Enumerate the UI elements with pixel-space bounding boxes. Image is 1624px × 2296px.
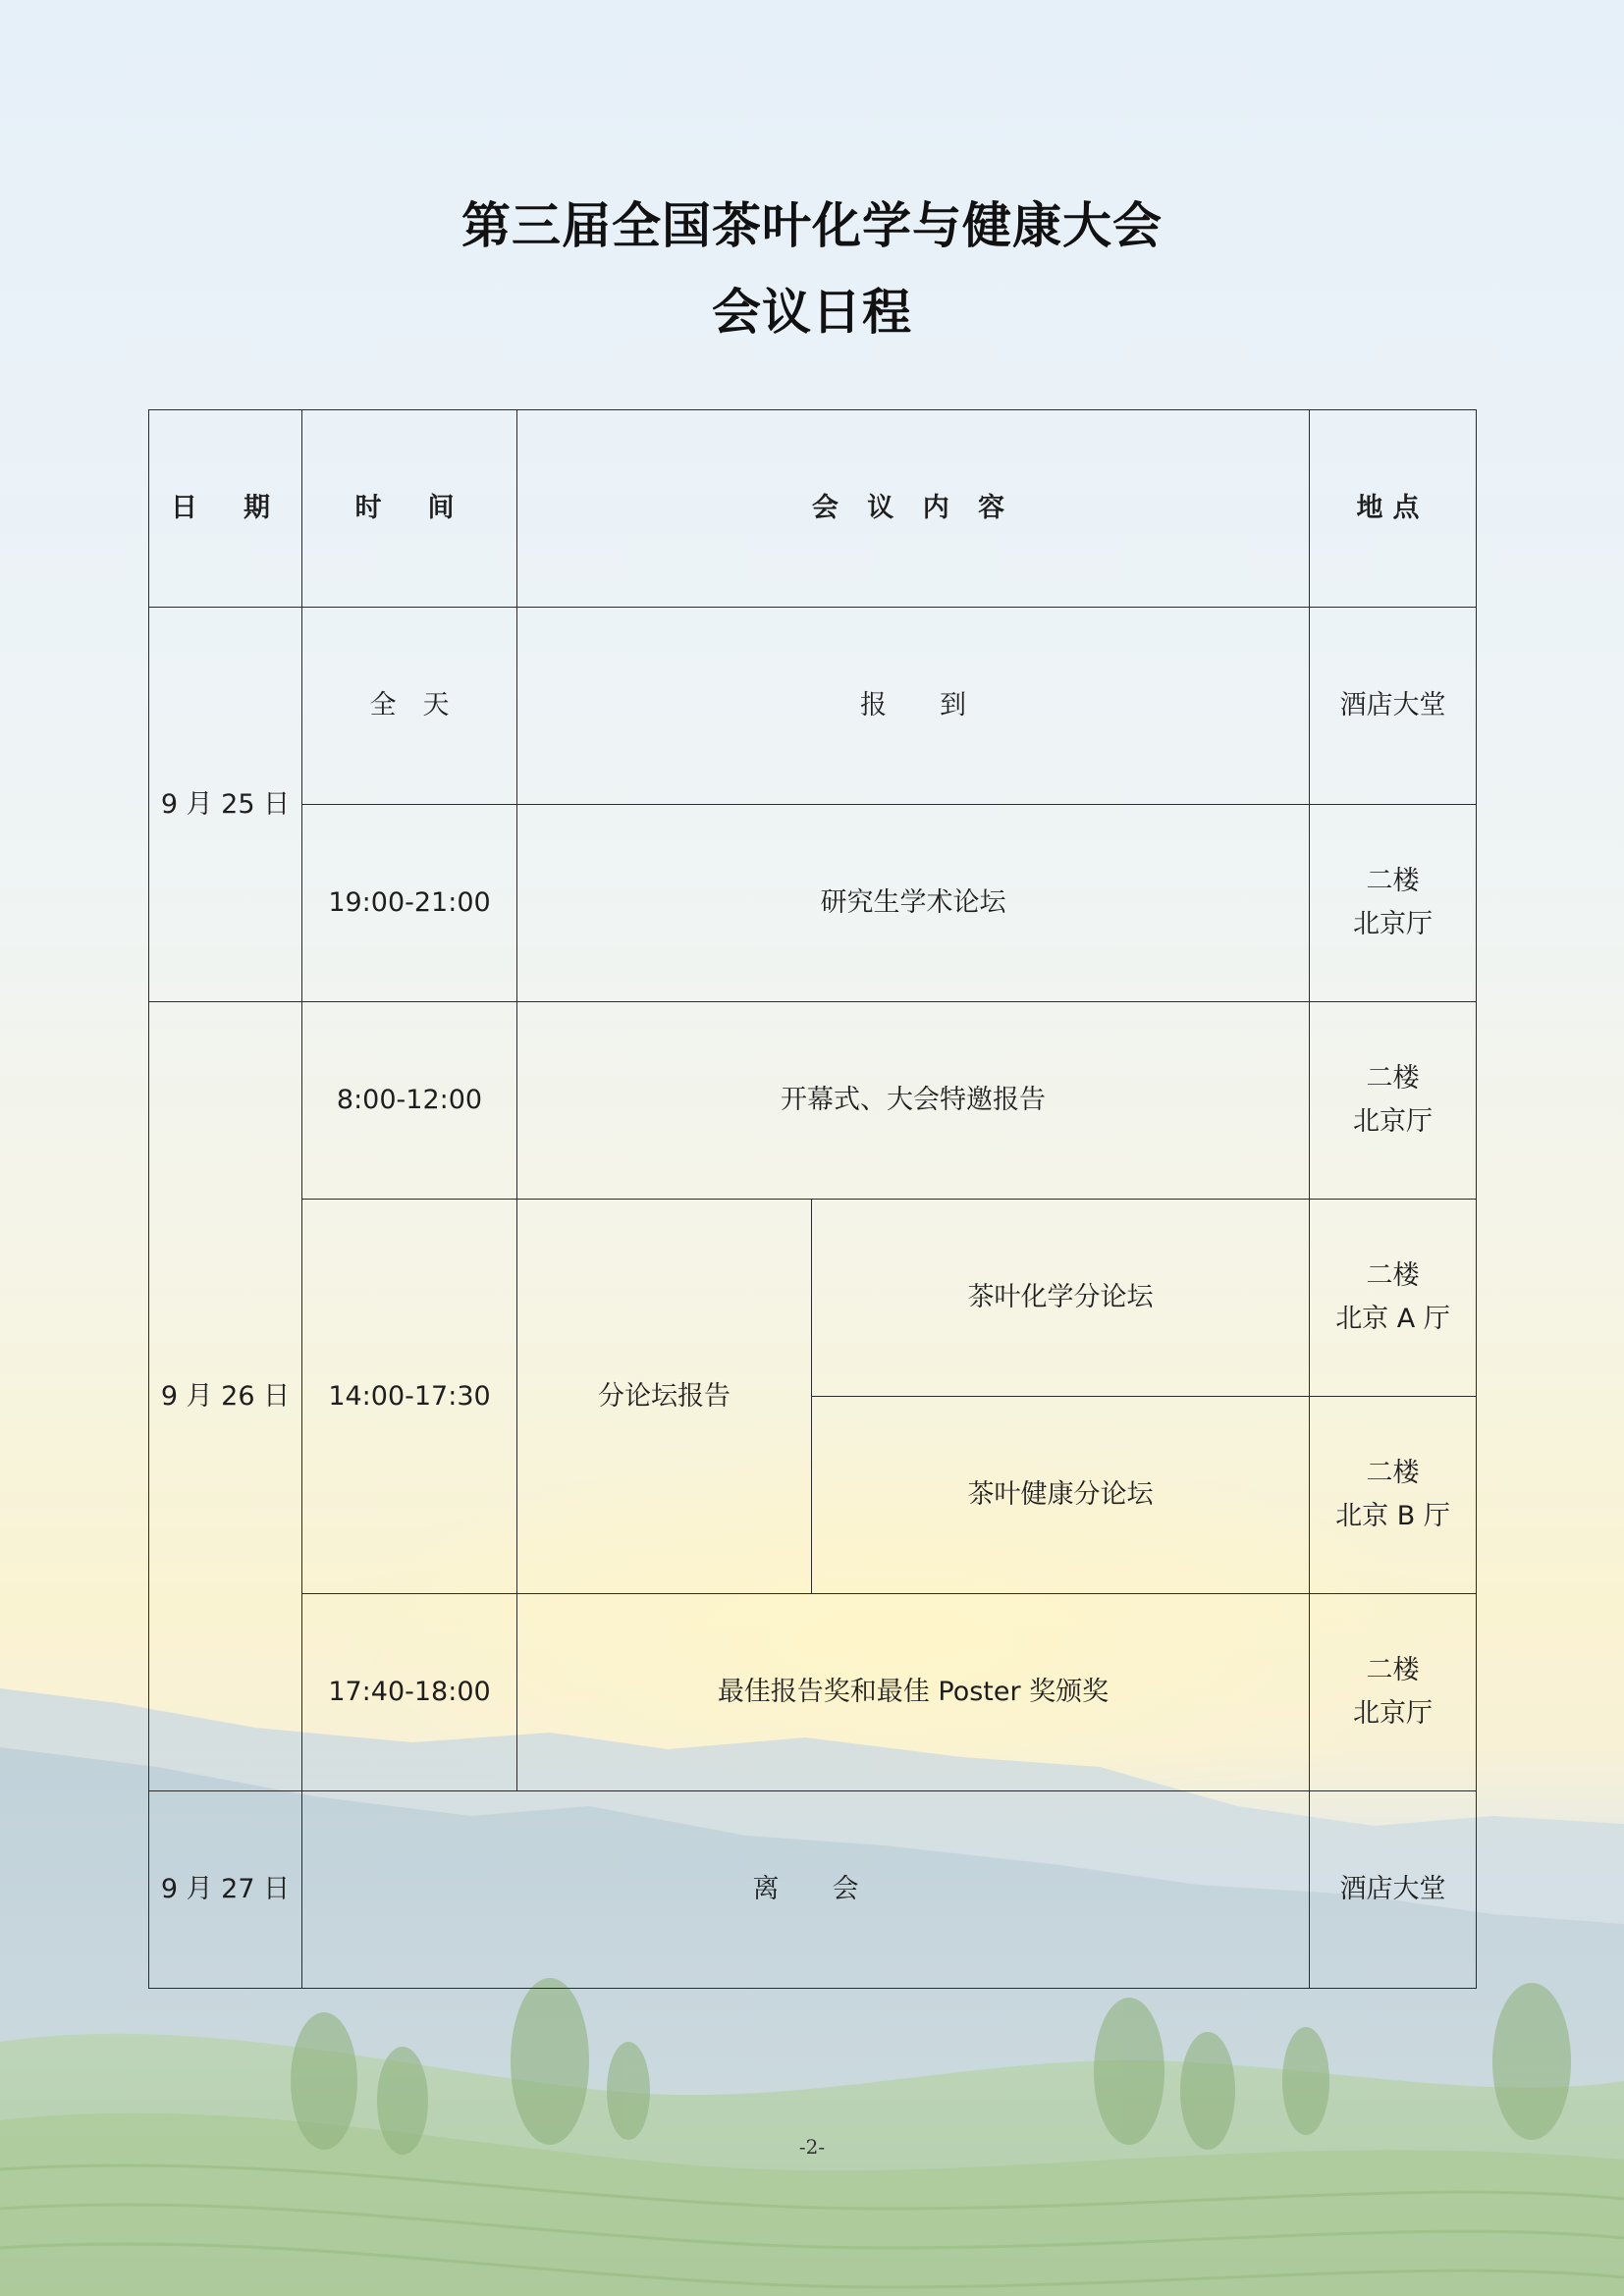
document-subtitle: 会议日程 xyxy=(712,283,912,341)
table-row xyxy=(149,1594,1477,1791)
table-header-row xyxy=(149,410,1477,608)
location-line: 二楼 xyxy=(1366,1655,1420,1685)
location-cell xyxy=(1310,608,1477,805)
content-cell: 离 会 xyxy=(302,1791,1310,1989)
content-cell: 报 到 xyxy=(517,608,1310,805)
location-line: 二楼 xyxy=(1366,1260,1420,1291)
location-line: 二楼 xyxy=(1366,1063,1420,1094)
conference-schedule-table xyxy=(148,409,1477,1989)
time-cell: 19:00-21:00 xyxy=(302,805,517,1002)
table-row xyxy=(149,1002,1477,1200)
location-line: 二楼 xyxy=(1366,1458,1420,1488)
content-cell: 研究生学术论坛 xyxy=(517,805,1310,1002)
location-cell xyxy=(1310,1594,1477,1791)
date-cell-day2: 9 月 26 日 xyxy=(149,1002,302,1791)
table-row xyxy=(149,1791,1477,1989)
location-line: 北京厅 xyxy=(1353,1106,1434,1137)
location-line: 北京厅 xyxy=(1353,909,1434,939)
header-time: 时 间 xyxy=(302,410,517,608)
location-cell xyxy=(1310,1002,1477,1200)
subforum-name-cell: 茶叶化学分论坛 xyxy=(812,1200,1310,1397)
time-cell: 14:00-17:30 xyxy=(302,1200,517,1594)
subforum-name-cell: 茶叶健康分论坛 xyxy=(812,1397,1310,1594)
date-cell-day1: 9 月 25 日 xyxy=(149,608,302,1002)
content-cell-subforum-group: 分论坛报告 xyxy=(517,1200,812,1594)
location-line: 二楼 xyxy=(1366,866,1420,896)
content-cell: 最佳报告奖和最佳 Poster 奖颁奖 xyxy=(517,1594,1310,1791)
location-line: 北京 A 厅 xyxy=(1335,1304,1450,1334)
document-title: 第三届全国茶叶化学与健康大会 xyxy=(461,196,1163,254)
header-location: 地点 xyxy=(1310,410,1477,608)
table-row xyxy=(149,1200,1477,1397)
time-cell: 8:00-12:00 xyxy=(302,1002,517,1200)
location-cell xyxy=(1310,1397,1477,1594)
header-date: 日 期 xyxy=(149,410,302,608)
location-line: 北京厅 xyxy=(1353,1698,1434,1729)
time-cell: 17:40-18:00 xyxy=(302,1594,517,1791)
location-line: 北京 B 厅 xyxy=(1335,1501,1450,1531)
header-content: 会 议 内 容 xyxy=(517,410,1310,608)
location-cell xyxy=(1310,1200,1477,1397)
location-cell xyxy=(1310,1791,1477,1989)
date-cell-day3: 9 月 27 日 xyxy=(149,1791,302,1989)
table-row xyxy=(149,805,1477,1002)
time-cell: 全 天 xyxy=(302,608,517,805)
content-cell: 开幕式、大会特邀报告 xyxy=(517,1002,1310,1200)
location-line: 酒店大堂 xyxy=(1339,690,1446,721)
location-cell xyxy=(1310,805,1477,1002)
table-row xyxy=(149,608,1477,805)
document-header xyxy=(0,196,1624,341)
location-line: 酒店大堂 xyxy=(1339,1874,1446,1904)
page-number: -2- xyxy=(798,2135,826,2159)
